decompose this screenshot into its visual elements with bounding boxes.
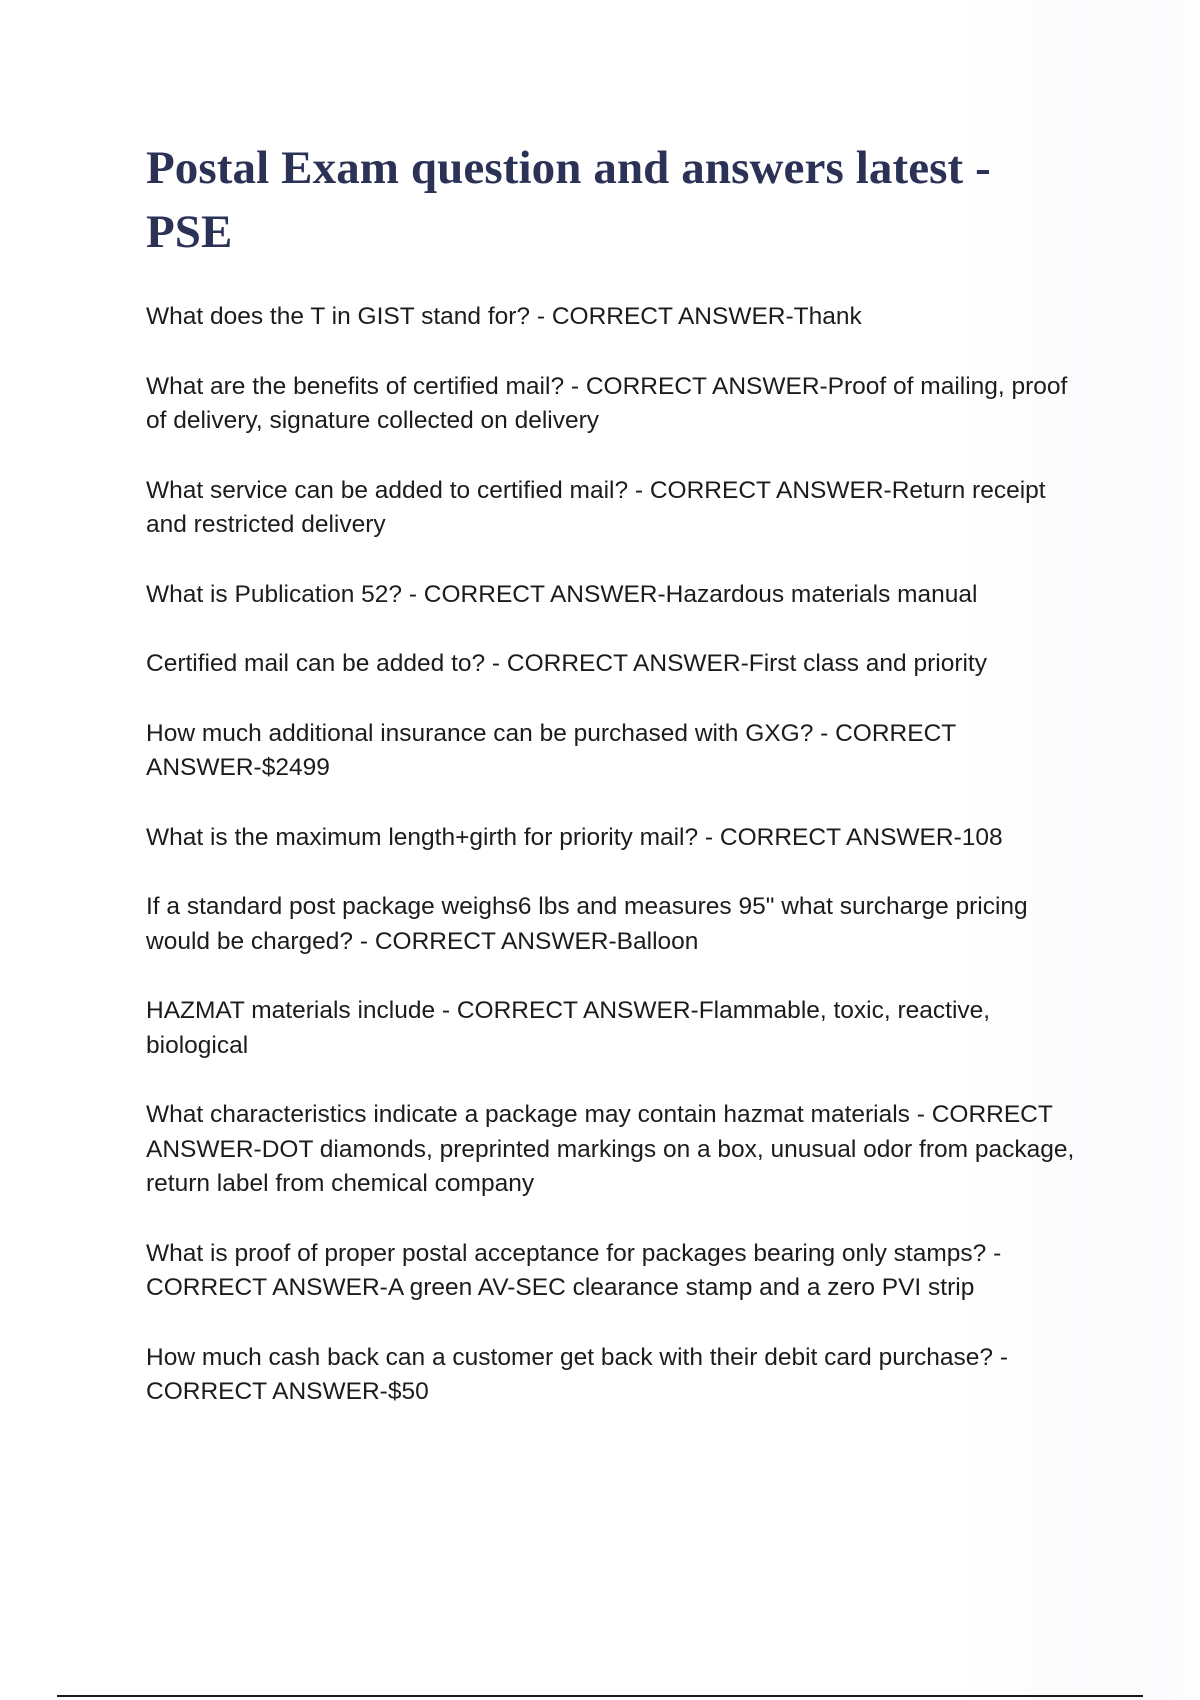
qa-item: If a standard post package weighs6 lbs and measures 95" what surcharge pricing would be charged? - CORRECT ANSWER-Balloon xyxy=(146,893,1028,955)
document-title: Postal Exam question and answers latest - PSE xyxy=(146,142,991,258)
qa-item: What are the benefits of certified mail? - CORRECT ANSWER-Proof of mailing, proof of delivery, signature collected on delivery xyxy=(146,372,1068,434)
qa-item: How much additional insurance can be purchased with GXG? - CORRECT ANSWER-$2499 xyxy=(146,719,956,781)
qa-item: What service can be added to certified mail? - CORRECT ANSWER-Return receipt and restricted delivery xyxy=(146,476,1046,538)
qa-list xyxy=(146,300,1076,1410)
qa-item: How much cash back can a customer get back with their debit card purchase? - CORRECT ANSWER-$50 xyxy=(146,1343,1008,1405)
qa-item: What is Publication 52? - CORRECT ANSWER-Hazardous materials manual xyxy=(146,580,978,608)
qa-item: What does the T in GIST stand for? - CORRECT ANSWER-Thank xyxy=(146,303,862,330)
qa-item: Certified mail can be added to? - CORRECT ANSWER-First class and priority xyxy=(146,650,987,677)
qa-item: What is proof of proper postal acceptance for packages bearing only stamps? - CORRECT ANSWER-A green AV-SEC clearance stamp and a zero PVI strip xyxy=(146,1239,1002,1301)
page-bottom-divider xyxy=(57,1695,1143,1697)
qa-item: What characteristics indicate a package may contain hazmat materials - CORRECT ANSWER-DOT diamonds, preprinted markings on a box, unusual odor from package, return label from chemical company xyxy=(146,1101,1075,1197)
qa-item: HAZMAT materials include - CORRECT ANSWER-Flammable, toxic, reactive, biological xyxy=(146,997,991,1059)
document-content xyxy=(146,136,1076,1445)
qa-item: What is the maximum length+girth for priority mail? - CORRECT ANSWER-108 xyxy=(146,823,1003,851)
